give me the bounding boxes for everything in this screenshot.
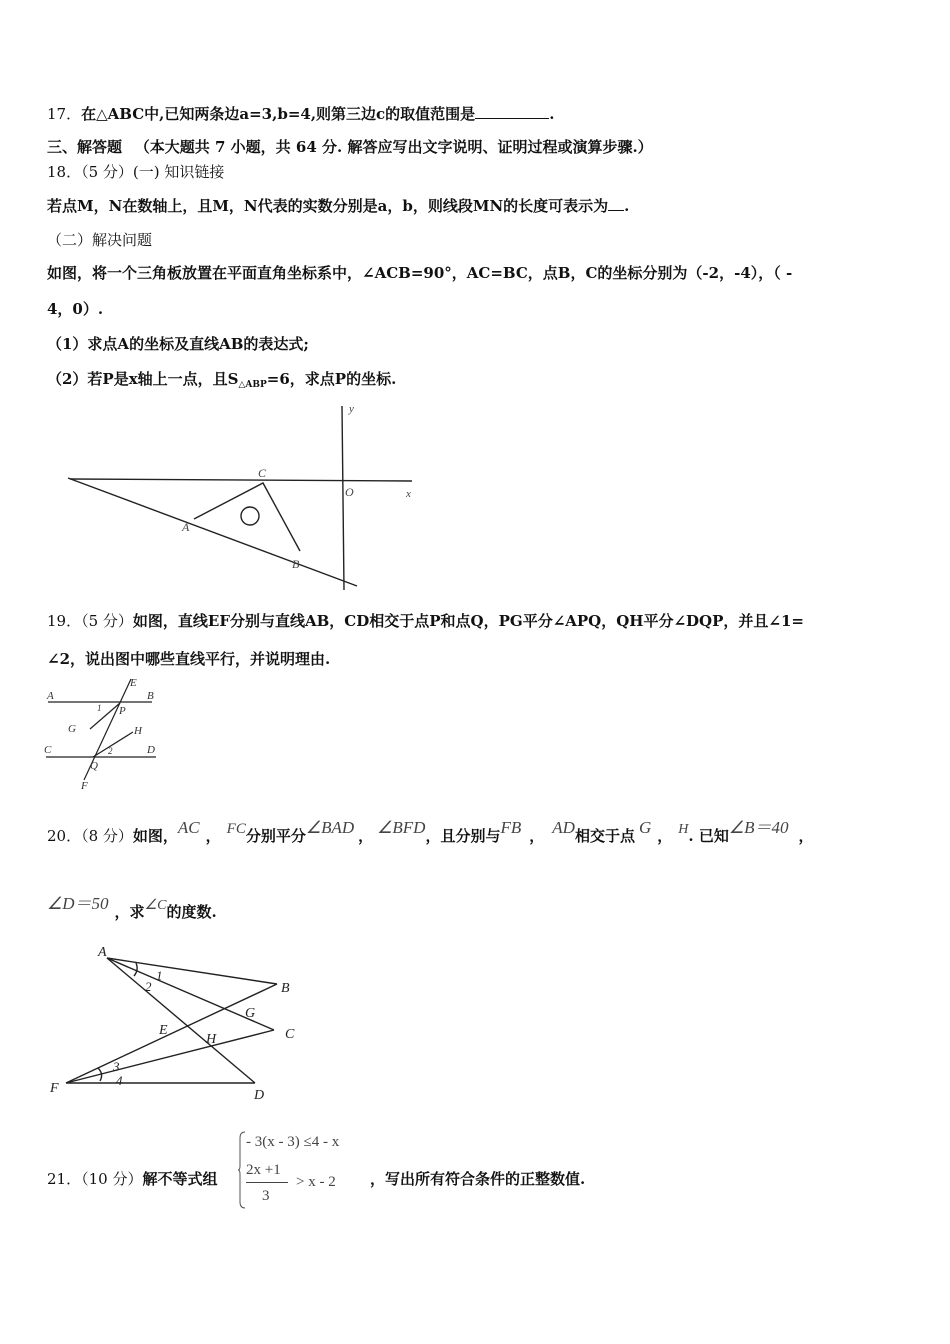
q20-math-fb: FB — [500, 818, 522, 837]
q20-score: （8 分） — [81, 827, 133, 845]
q18-sub2-subscript: △ABP — [238, 380, 267, 390]
q18-answer-blank[interactable] — [608, 195, 624, 211]
q18-number: 18． — [47, 163, 82, 181]
q21-line — [47, 1169, 217, 1189]
q20-line1 — [47, 818, 814, 848]
q18-label-y: y — [349, 403, 354, 415]
q20-sep-2: ， — [358, 827, 374, 845]
q20-text-2: 分别平分 — [245, 827, 306, 845]
q19-label-1: 1 — [97, 703, 102, 713]
q18-part1-text-b: . — [624, 197, 630, 215]
q20-number: 20． — [47, 827, 82, 845]
q18-label-a: A — [182, 520, 190, 534]
q20-label-b: B — [281, 981, 290, 996]
q19-text-line1: 如图，直线EF分别与直线AB，CD相交于点P和点Q，PG平分∠APQ，QH平分∠DQP，并且∠1= — [132, 612, 804, 630]
q19-label-e: E — [130, 677, 137, 689]
q20-math-h: H — [678, 822, 689, 837]
q18-header — [47, 162, 224, 182]
q20-label-f: F — [50, 1081, 59, 1096]
q20-label-a: A — [98, 945, 107, 960]
q18-sub2 — [47, 369, 396, 395]
q18-score: （5 分） — [81, 163, 133, 181]
q20-math-bfd: ∠BFD — [377, 818, 426, 837]
q21-fraction-bar — [246, 1182, 288, 1183]
q19-number: 19． — [47, 612, 82, 630]
q17-text: 在△ABC中,已知两条边a=3,b=4,则第三边c的取值范围是 — [81, 105, 476, 123]
q20-math-ac: AC — [177, 818, 200, 837]
q20-label-c: C — [285, 1027, 295, 1042]
q19-label-q: Q — [90, 760, 98, 772]
q17-answer-blank[interactable] — [475, 103, 549, 119]
q20-sep-4: ， — [657, 827, 673, 845]
q18-label-b: B — [292, 557, 300, 571]
q17-line — [47, 103, 554, 124]
q20-math-angle-c: ∠C — [144, 898, 167, 913]
q21-number: 21． — [47, 1170, 82, 1188]
q19-line2: ∠2，说出图中哪些直线平行，并说明理由. — [47, 650, 331, 668]
q20-math-angle-b: ∠B＝40 — [728, 818, 789, 837]
q20-label-e: E — [159, 1023, 168, 1038]
q20-label-h: H — [206, 1032, 217, 1047]
q19-label-b: B — [147, 690, 154, 702]
q21-inequality-system — [238, 1130, 368, 1210]
q21-text-1: 解不等式组 — [142, 1170, 218, 1188]
q18-desc-line1: 如图，将一个三角板放置在平面直角坐标系中，∠ACB=90°，AC=BC，点B，C的坐标分别为（-2，-4），（ - — [47, 264, 793, 282]
q19-label-p: P — [119, 705, 126, 717]
section3-title: 三、解答题 — [47, 138, 123, 156]
q18-part1-text-a: 若点M，N在数轴上，且M，N代表的实数分别是a，b，则线段MN的长度可表示为 — [47, 197, 609, 215]
q21-fraction-num: 2x +1 — [246, 1162, 281, 1178]
q20-math-g: G — [638, 818, 652, 837]
q20-text-4: 相交于点 — [574, 827, 635, 845]
q20-label-d: D — [254, 1088, 265, 1103]
q18-sub1: （1）求点A的坐标及直线AB的表达式; — [47, 335, 309, 353]
q20-sep-1: ， — [205, 827, 221, 845]
q19-label-h: H — [134, 725, 142, 737]
q20-text-3: ，且分别与 — [425, 827, 501, 845]
q20-math-ad: AD — [552, 818, 575, 837]
q20-label-3: 3 — [113, 1059, 120, 1074]
q20-text-7: 的度数. — [166, 903, 217, 921]
q20-math-bad: ∠BAD — [305, 818, 355, 837]
q18-part1-title: (一) 知识链接 — [132, 163, 225, 181]
q20-label-g: G — [245, 1006, 256, 1021]
q20-line2 — [47, 894, 217, 924]
q19-label-c: C — [44, 744, 52, 756]
q19-figure — [40, 674, 170, 794]
q19-label-f: F — [81, 780, 88, 792]
q19-label-d: D — [147, 744, 155, 756]
q18-figure — [60, 398, 430, 598]
q20-label-1: 1 — [156, 968, 163, 983]
q20-label-4: 4 — [116, 1073, 123, 1088]
q20-sep-5: ， — [798, 827, 814, 845]
q17-end: . — [549, 105, 555, 123]
q20-figure — [44, 940, 314, 1105]
q21-text-2: ，写出所有符合条件的正整数值. — [370, 1170, 586, 1188]
q19-label-g: G — [68, 723, 76, 735]
q21-fraction-den: 3 — [262, 1188, 270, 1204]
q20-text-5: . 已知 — [688, 827, 729, 845]
q18-label-o: O — [345, 485, 354, 499]
q20-math-fc: FC — [226, 821, 246, 837]
q21-score: （10 分） — [81, 1170, 143, 1188]
q18-part2-title: （二）解决问题 — [47, 231, 153, 249]
q19-score: （5 分） — [81, 612, 133, 630]
q18-part1-text — [47, 195, 629, 216]
q17-number: 17． — [47, 105, 82, 123]
q18-label-c: C — [258, 466, 267, 480]
q18-label-x: x — [406, 488, 411, 500]
q20-sep-3: ， — [529, 827, 545, 845]
q18-sub2-b: =6，求点P的坐标. — [266, 370, 397, 388]
q18-sub2-a: （2）若P是x轴上一点，且S — [47, 370, 239, 388]
q21-ineq2-rhs: > x - 2 — [296, 1174, 336, 1190]
q18-desc-line2: 4，0）. — [47, 300, 104, 318]
section3-desc: （本大题共 7 小题，共 64 分. 解答应写出文字说明、证明过程或演算步骤.） — [134, 138, 653, 156]
q21-ineq1: - 3(x - 3) ≤4 - x — [246, 1134, 340, 1150]
q20-text-6: ，求 — [114, 903, 145, 921]
section3-header — [47, 137, 653, 157]
q20-text-1: 如图， — [132, 827, 178, 845]
q19-line1 — [47, 611, 804, 631]
q19-label-2: 2 — [108, 746, 113, 756]
q20-label-2: 2 — [145, 979, 152, 994]
q19-label-a: A — [47, 690, 54, 702]
q20-math-angle-d: ∠D＝50 — [47, 894, 109, 913]
